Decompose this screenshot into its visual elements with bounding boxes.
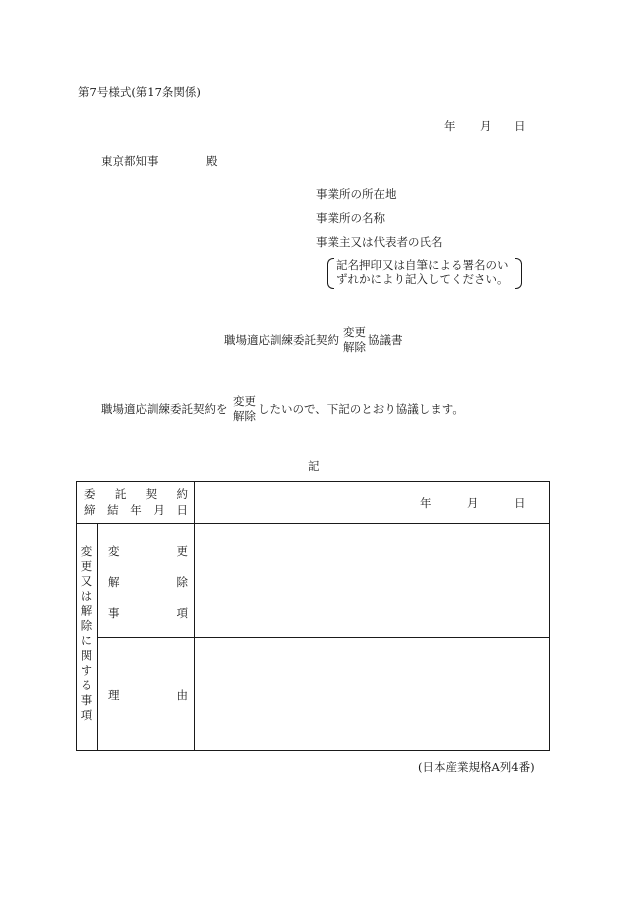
signature-note-line2: ずれかにより記入してください。 [336,272,509,286]
side-label-change-or-cancel: 変更又は解除に関する事項 [79,545,94,724]
form-number: 第7号様式(第17条関係) [78,85,201,99]
title-prefix: 職場適応訓練委託契約 [224,333,339,347]
contract-label-char: 約 [176,487,188,501]
cancel-label [108,577,188,589]
cancel-label-char: 解 [108,575,120,589]
contract-date-label-bottom [84,505,188,517]
title-options [343,327,366,353]
contract-label-char: 締 [84,503,96,517]
contract-label-char: 結 [107,503,119,517]
matters-label-char: 事 [108,606,120,620]
date-year: 年 [444,119,456,133]
body-option-cancel: 解除 [233,408,256,423]
contract-date-month: 月 [467,496,479,510]
bracket-left [327,258,334,289]
contract-label-char: 委 [84,487,96,501]
reason-field[interactable] [196,639,548,749]
body-suffix: したいので、下記のとおり協議します。 [258,402,464,416]
change-label-char: 変 [108,544,120,558]
addressee-honorific: 殿 [206,154,218,168]
table-border-bottom [76,750,550,751]
office-address-label: 事業所の所在地 [316,187,397,201]
title-suffix: 協議書 [368,333,403,347]
body-option-change: 変更 [233,394,256,408]
signature-note-line1: 記名押印又は自筆による署名のい [336,258,509,272]
change-details-field[interactable] [196,525,548,636]
ki-heading: 記 [308,459,320,473]
contract-date-label-top [84,489,188,501]
contract-label-char: 月 [153,503,165,517]
contract-label-char: 年 [130,503,142,517]
office-name-label: 事業所の名称 [316,211,385,225]
signature-note [327,258,522,287]
table-border-top [76,481,550,482]
date-day: 日 [514,119,526,133]
contract-date-year: 年 [420,496,432,510]
body-options [233,396,256,422]
body-prefix: 職場適応訓練委託契約を [101,402,228,416]
reason-label-char: 由 [176,688,188,702]
table-divider-row1 [76,523,550,524]
change-label-char: 更 [176,544,188,558]
employer-name-label: 事業主又は代表者の氏名 [316,235,443,249]
paper-size-note: (日本産業規格A列4番) [418,760,535,774]
reason-label [108,690,188,702]
reason-label-char: 理 [108,688,120,702]
contract-label-char: 日 [176,503,188,517]
title-option-change: 変更 [343,325,366,339]
table-divider-row2 [97,637,550,638]
table-label-divider [194,481,195,751]
contract-date-day: 日 [514,496,526,510]
contract-label-char: 託 [114,487,127,501]
table-border-left [76,481,77,751]
change-label [108,546,188,558]
addressee-name: 東京都知事 [101,154,159,168]
table-border-right [549,481,550,751]
matters-label [108,608,188,620]
bracket-right [515,258,522,289]
table-side-divider [97,523,98,751]
cancel-label-char: 除 [176,575,188,589]
matters-label-char: 項 [176,606,188,620]
contract-label-char: 契 [145,487,158,501]
date-month: 月 [480,119,492,133]
title-option-cancel: 解除 [343,339,366,354]
